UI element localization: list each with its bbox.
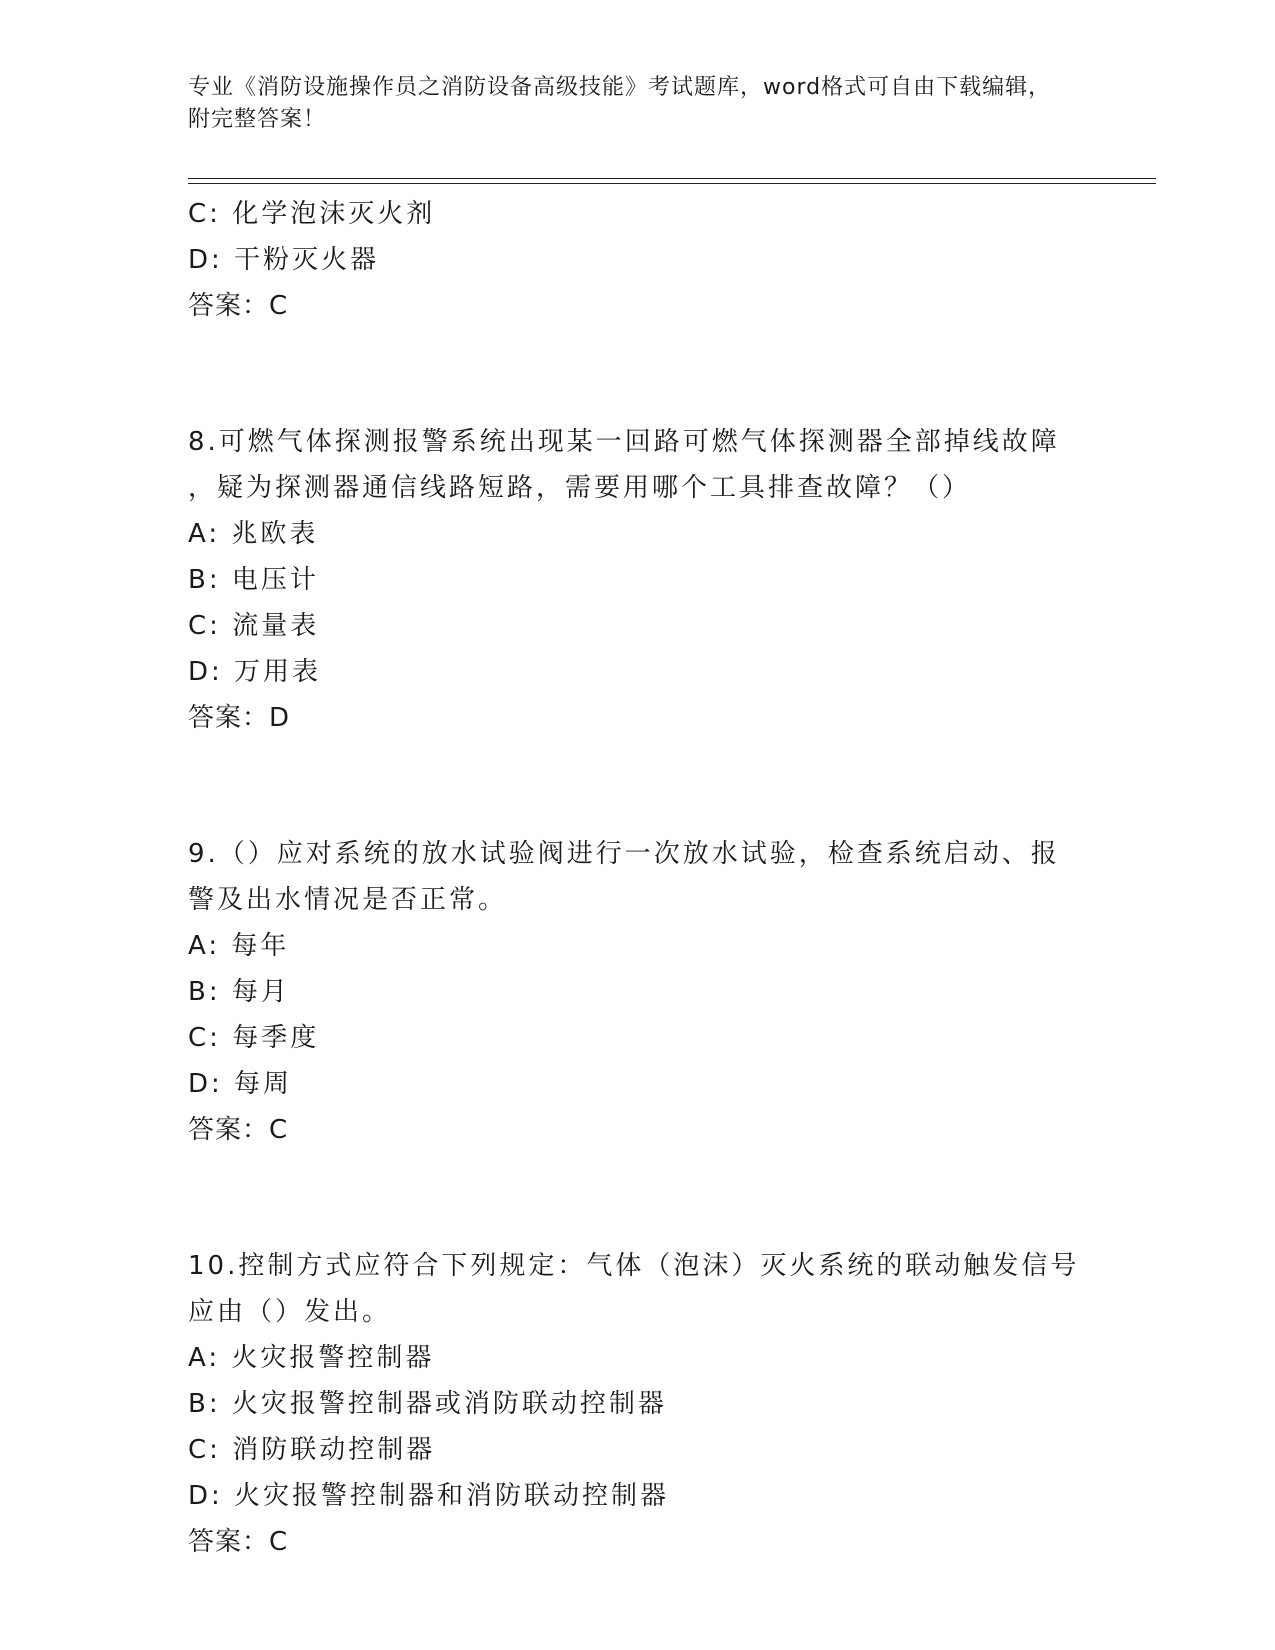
answer: 答案：C xyxy=(188,1527,289,1557)
question-text-line-1: 9.（）应对系统的放水试验阀进行一次放水试验，检查系统启动、报 xyxy=(188,839,1060,869)
option-label: C: xyxy=(188,1023,221,1053)
option-label: A: xyxy=(188,931,221,961)
option-text: 火灾报警控制器或消防联动控制器 xyxy=(231,1389,667,1419)
option-text: 干粉灭火器 xyxy=(234,245,380,275)
option-text: 每月 xyxy=(231,977,290,1007)
question-9 xyxy=(188,831,1088,1153)
option-text: 每周 xyxy=(234,1069,293,1099)
option-a xyxy=(188,923,1088,969)
question-8 xyxy=(188,419,1088,741)
option-d xyxy=(188,237,1088,283)
question-text-line-2: 警及出水情况是否正常。 xyxy=(188,885,508,915)
answer: 答案：D xyxy=(188,703,291,733)
answer: 答案：C xyxy=(188,291,289,321)
answer: 答案：C xyxy=(188,1115,289,1145)
option-label: C: xyxy=(188,199,221,229)
option-text: 万用表 xyxy=(234,657,322,687)
option-b xyxy=(188,969,1088,1015)
header-divider-top xyxy=(188,178,1156,179)
option-label: C: xyxy=(188,611,221,641)
option-c xyxy=(188,1427,1088,1473)
option-label: D: xyxy=(188,1069,223,1099)
document-header: 专业《消防设施操作员之消防设备高级技能》考试题库，word格式可自由下载编辑，附完整答案！ xyxy=(188,75,1052,132)
option-label: A: xyxy=(188,1343,221,1373)
option-text: 电压计 xyxy=(231,565,319,595)
option-d xyxy=(188,1473,1088,1519)
option-label: D: xyxy=(188,1481,223,1511)
option-b xyxy=(188,1381,1088,1427)
option-text: 火灾报警控制器和消防联动控制器 xyxy=(234,1481,670,1511)
question-text-line-1: 10.控制方式应符合下列规定：气体（泡沫）灭火系统的联动触发信号 xyxy=(188,1251,1080,1281)
option-text: 火灾报警控制器 xyxy=(231,1343,435,1373)
option-text: 兆欧表 xyxy=(231,519,319,549)
header-divider-bottom xyxy=(188,183,1156,184)
option-label: B: xyxy=(188,1389,221,1419)
option-label: B: xyxy=(188,565,221,595)
option-d xyxy=(188,1061,1088,1107)
partial-question xyxy=(188,191,1088,329)
option-label: D: xyxy=(188,245,223,275)
option-text: 流量表 xyxy=(232,611,320,641)
option-c xyxy=(188,191,1088,237)
option-label: D: xyxy=(188,657,223,687)
option-label: C: xyxy=(188,1435,221,1465)
option-a xyxy=(188,511,1088,557)
option-d xyxy=(188,649,1088,695)
option-text: 每年 xyxy=(231,931,290,961)
option-c xyxy=(188,1015,1088,1061)
option-text: 消防联动控制器 xyxy=(232,1435,436,1465)
option-text: 每季度 xyxy=(232,1023,320,1053)
option-a xyxy=(188,1335,1088,1381)
option-text: 化学泡沫灭火剂 xyxy=(232,199,436,229)
question-10 xyxy=(188,1243,1088,1565)
question-text-line-2: ，疑为探测器通信线路短路，需要用哪个工具排查故障？（） xyxy=(188,473,972,503)
question-text-line-1: 8.可燃气体探测报警系统出现某一回路可燃气体探测器全部掉线故障 xyxy=(188,427,1060,457)
question-content xyxy=(188,191,1088,1565)
option-b xyxy=(188,557,1088,603)
question-text-line-2: 应由（）发出。 xyxy=(188,1297,392,1327)
option-label: B: xyxy=(188,977,221,1007)
option-c xyxy=(188,603,1088,649)
option-label: A: xyxy=(188,519,221,549)
